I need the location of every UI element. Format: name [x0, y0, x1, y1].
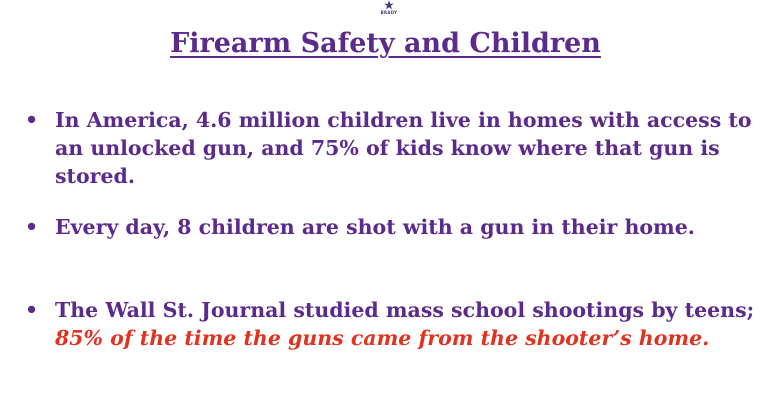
bullet-item [20, 213, 760, 241]
bullet-text-container [55, 296, 760, 352]
bullet-item [20, 296, 760, 352]
star-icon [384, 0, 394, 10]
bullet-text: In America, 4.6 million children live in homes with access to an unlocked gun, and 75% of kids know where that gun is stored. [55, 108, 752, 188]
bullet-text: The Wall St. Journal studied mass school shootings by teens; [55, 298, 755, 322]
bullet-item [20, 106, 760, 190]
logo-text: BRADY [380, 10, 398, 15]
bullet-marker: • [25, 108, 39, 132]
bullet-marker: • [25, 298, 39, 322]
bullet-marker: • [25, 215, 39, 239]
slide-title: Firearm Safety and Children [170, 28, 601, 59]
bullet-highlight-text: 85% of the time the guns came from the shooter’s home. [55, 326, 710, 350]
bullet-text: Every day, 8 children are shot with a gun in their home. [55, 215, 695, 239]
brady-logo [376, 0, 402, 20]
